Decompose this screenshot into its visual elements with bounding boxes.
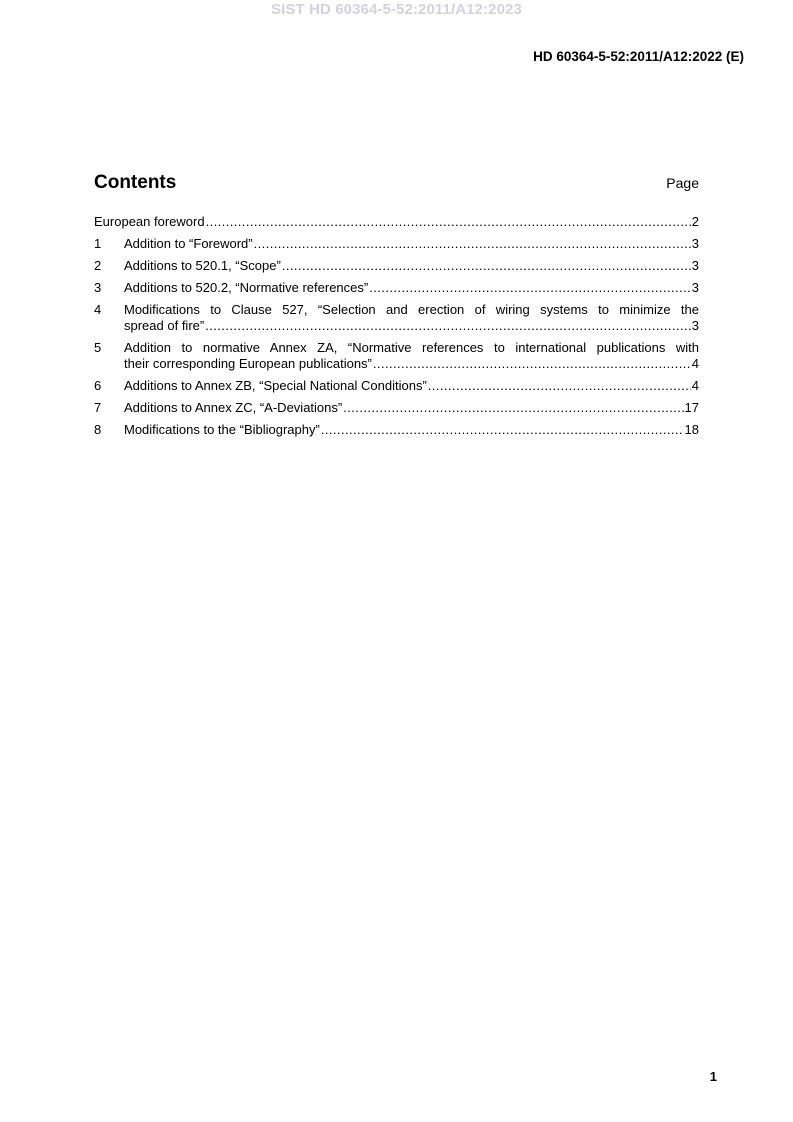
toc-entry[interactable] xyxy=(94,280,699,296)
toc-entry-page: 4 xyxy=(691,378,699,393)
dot-leader xyxy=(428,378,691,394)
toc-entry-number: 5 xyxy=(94,340,102,355)
toc-entry-title: European foreword xyxy=(94,214,205,229)
toc-entry[interactable] xyxy=(94,302,699,334)
toc-entry-page: 3 xyxy=(691,258,699,273)
toc-entry-title-line: Addition to normative Annex ZA, “Normative references to international publications with xyxy=(124,340,699,355)
dot-leader xyxy=(369,280,691,296)
toc-entry-page: 4 xyxy=(691,356,699,371)
dot-leader xyxy=(373,356,691,372)
toc-entry[interactable] xyxy=(94,258,699,274)
table-of-contents xyxy=(94,214,699,444)
contents-header xyxy=(94,172,699,194)
watermark: SIST HD 60364-5-52:2011/A12:2023 xyxy=(271,1,522,18)
dot-leader xyxy=(206,214,691,230)
toc-entry-number: 4 xyxy=(94,302,102,317)
toc-entry[interactable] xyxy=(94,400,699,416)
toc-entry-number: 2 xyxy=(94,258,102,273)
toc-entry[interactable] xyxy=(94,340,699,372)
toc-entry-page: 17 xyxy=(684,400,699,415)
toc-entry[interactable] xyxy=(94,236,699,252)
toc-entry-title: Additions to Annex ZC, “A-Deviations” xyxy=(124,400,343,415)
dot-leader xyxy=(254,236,691,252)
toc-entry-title: Additions to Annex ZB, “Special National Conditions” xyxy=(124,378,427,393)
dot-leader xyxy=(343,400,683,416)
dot-leader xyxy=(205,318,691,334)
toc-entry-title: Modifications to the “Bibliography” xyxy=(124,422,320,437)
toc-entry-title: Additions to 520.2, “Normative references” xyxy=(124,280,369,295)
toc-entry-page: 2 xyxy=(691,214,699,229)
toc-entry-title: Additions to 520.1, “Scope” xyxy=(124,258,281,273)
toc-entry-title: Addition to “Foreword” xyxy=(124,236,253,251)
toc-entry-page: 3 xyxy=(691,280,699,295)
toc-entry-title-line: Modifications to Clause 527, “Selection and erection of wiring systems to minimize the xyxy=(124,302,699,317)
toc-entry[interactable] xyxy=(94,422,699,438)
toc-entry-number: 7 xyxy=(94,400,102,415)
dot-leader xyxy=(321,422,684,438)
toc-entry-page: 3 xyxy=(691,236,699,251)
toc-entry-title: their corresponding European publications” xyxy=(124,356,372,371)
page-number: 1 xyxy=(709,1069,717,1084)
toc-entry-page: 3 xyxy=(691,318,699,333)
toc-entry-page: 18 xyxy=(684,422,699,437)
contents-title: Contents xyxy=(94,172,177,193)
toc-entry[interactable] xyxy=(94,378,699,394)
toc-entry-number: 8 xyxy=(94,422,102,437)
toc-entry-title: spread of fire” xyxy=(124,318,205,333)
toc-entry-number: 3 xyxy=(94,280,102,295)
toc-entry-number: 6 xyxy=(94,378,102,393)
dot-leader xyxy=(282,258,691,274)
document-id: HD 60364-5-52:2011/A12:2022 (E) xyxy=(533,49,744,64)
toc-entry-number: 1 xyxy=(94,236,102,251)
page-column-label: Page xyxy=(666,175,699,191)
toc-entry[interactable] xyxy=(94,214,699,230)
